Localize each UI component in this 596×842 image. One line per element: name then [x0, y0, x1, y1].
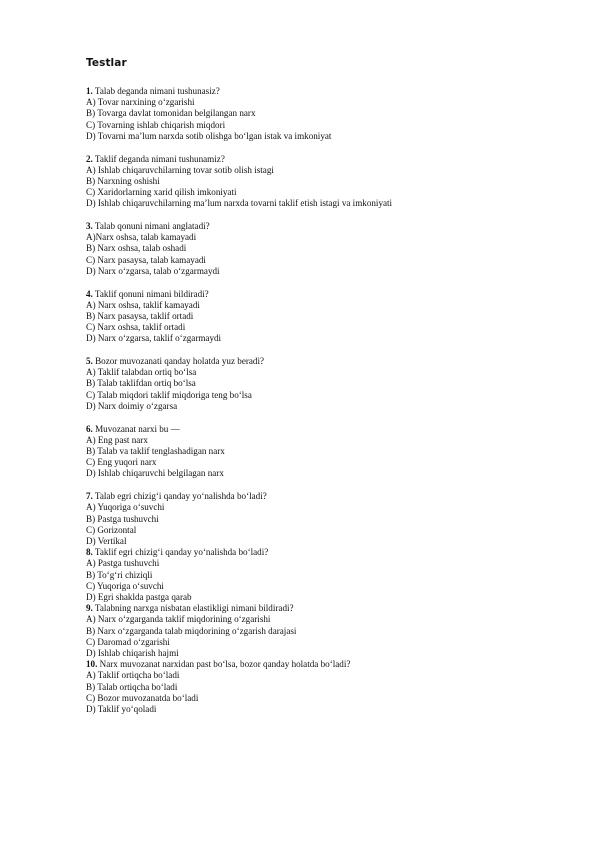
answer-option: B) Talab va taklif tenglashadigan narx — [86, 445, 225, 456]
question-text — [86, 491, 566, 502]
question-number: 2. — [86, 153, 93, 164]
answer-option: A) Yuqoriga o‘suvchi — [86, 502, 165, 513]
question-prompt: Muvozanat narxi bu — — [92, 423, 180, 434]
answer-option: B) Narx oshsa, talab oshadi — [86, 243, 187, 254]
answer-option: C) Xaridorlarning xarid qilish imkoniyati — [86, 187, 237, 198]
answer-option: C) Talab miqdori taklif miqdoriga teng bo‘lsa — [86, 389, 252, 400]
question-number: 6. — [86, 423, 93, 434]
answer-option: D) Tovarni ma’lum narxda sotib olishga bo‘lgan istak va imkoniyat — [86, 130, 332, 141]
answer-option: C) Narx pasaysa, talab kamayadi — [86, 254, 206, 265]
answer-option: D) Ishlab chiqaruvchi belgilagan narx — [86, 468, 224, 479]
question-number: 1. — [86, 86, 93, 96]
answer-option: D) Narx o‘zgarsa, talab o‘zgarmaydi — [86, 265, 220, 276]
question-5 — [86, 356, 566, 412]
answer-option: A)Narx oshsa, talab kamayadi — [86, 232, 197, 243]
question-8 — [86, 547, 566, 603]
answer-option: B) To‘g‘ri chiziqli — [86, 569, 153, 580]
question-prompt: Taklif qonuni nimani bildiradi? — [92, 288, 209, 299]
question-number: 9. — [86, 603, 93, 614]
question-text — [86, 221, 566, 232]
question-prompt: Taklif egri chizig‘i qanday yo‘nalishda bo‘ladi? — [92, 547, 269, 558]
question-text — [86, 603, 566, 614]
answer-option: A) Eng past narx — [86, 434, 148, 445]
answer-option: D) Ishlab chiqaruvchilarning ma’lum narxda tovarni taklif etish istagi va imkoniyati — [86, 198, 393, 209]
answer-option: B) Narx pasaysa, taklif ortadi — [86, 310, 194, 321]
question-prompt: Talabning narxga nisbatan elastikligi nimani bildiradi? — [92, 603, 294, 614]
answer-option: C) Narx oshsa, taklif ortadi — [86, 322, 186, 333]
answer-option: D) Vertikal — [86, 535, 127, 546]
answer-option: D) Narx o‘zgarsa, taklif o‘zgarmaydi — [86, 333, 222, 344]
question-text — [86, 86, 566, 97]
answer-option: B) Talab ortiqcha bo‘ladi — [86, 681, 178, 692]
question-text — [86, 289, 566, 300]
answer-option: B) Talab taklifdan ortiq bo‘lsa — [86, 378, 196, 389]
answer-option: B) Pastga tushuvchi — [86, 513, 159, 524]
test-list — [86, 86, 566, 715]
answer-option: A) Narx o‘zgarganda taklif miqdorining o‘zgarishi — [86, 614, 271, 625]
answer-option: D) Egri shaklda pastga qarab — [86, 591, 192, 602]
question-text — [86, 547, 566, 558]
answer-option: D) Narx doimiy o‘zgarsa — [86, 400, 178, 411]
question-text — [86, 659, 566, 670]
answer-option: C) Daromad o‘zgarishi — [86, 636, 170, 647]
answer-option: D) Taklif yo‘qoladi — [86, 703, 157, 714]
answer-option: D) Ishlab chiqarish hajmi — [86, 647, 179, 658]
question-4 — [86, 289, 566, 345]
question-prompt: Bozor muvozanati qanday holatda yuz beradi? — [92, 356, 265, 367]
question-prompt: Talab deganda nimani tushunasiz? — [92, 86, 220, 96]
question-1 — [86, 86, 566, 142]
question-number: 7. — [86, 491, 93, 502]
answer-option: A) Taklif ortiqcha bo‘ladi — [86, 670, 180, 681]
answer-option: C) Yuqoriga o‘suvchi — [86, 580, 164, 591]
question-3 — [86, 221, 566, 277]
question-prompt: Talab egri chizig‘i qanday yo‘nalishda bo‘ladi? — [92, 491, 267, 502]
answer-option: B) Tovarga davlat tomonidan belgilangan narx — [86, 108, 256, 119]
answer-option: C) Eng yuqori narx — [86, 457, 157, 468]
question-2 — [86, 154, 566, 210]
question-prompt: Talab qonuni nimani anglatadi? — [92, 221, 210, 232]
question-number: 3. — [86, 221, 93, 232]
answer-option: C) Gorizontal — [86, 524, 137, 535]
question-10 — [86, 659, 566, 715]
question-text — [86, 154, 566, 165]
question-7 — [86, 491, 566, 547]
answer-option: C) Bozor muvozanatda bo‘ladi — [86, 692, 199, 703]
answer-option: A) Pastga tushuvchi — [86, 558, 160, 569]
question-number: 10. — [86, 659, 98, 670]
question-number: 5. — [86, 356, 93, 367]
question-9 — [86, 603, 566, 659]
page-title: Testlar — [86, 57, 127, 69]
answer-option: A) Ishlab chiqaruvchilarning tovar sotib olish istagi — [86, 164, 274, 175]
question-6 — [86, 424, 566, 480]
answer-option: B) Narxning oshishi — [86, 175, 160, 186]
question-prompt: Narx muvozanat narxidan past bo‘lsa, bozor qanday holatda bo‘ladi? — [97, 659, 351, 670]
answer-option: B) Narx o‘zgarganda talab miqdorining o‘zgarish darajasi — [86, 625, 297, 636]
answer-option: A) Tovar narxining o‘zgarishi — [86, 97, 195, 108]
question-prompt: Taklif deganda nimani tushunamiz? — [92, 153, 225, 164]
question-number: 4. — [86, 288, 93, 299]
question-number: 8. — [86, 547, 93, 558]
question-text — [86, 424, 566, 435]
answer-option: A) Narx oshsa, taklif kamayadi — [86, 299, 200, 310]
answer-option: A) Taklif talabdan ortiq bo‘lsa — [86, 367, 197, 378]
answer-option: C) Tovarning ishlab chiqarish miqdori — [86, 119, 226, 130]
question-text — [86, 356, 566, 367]
